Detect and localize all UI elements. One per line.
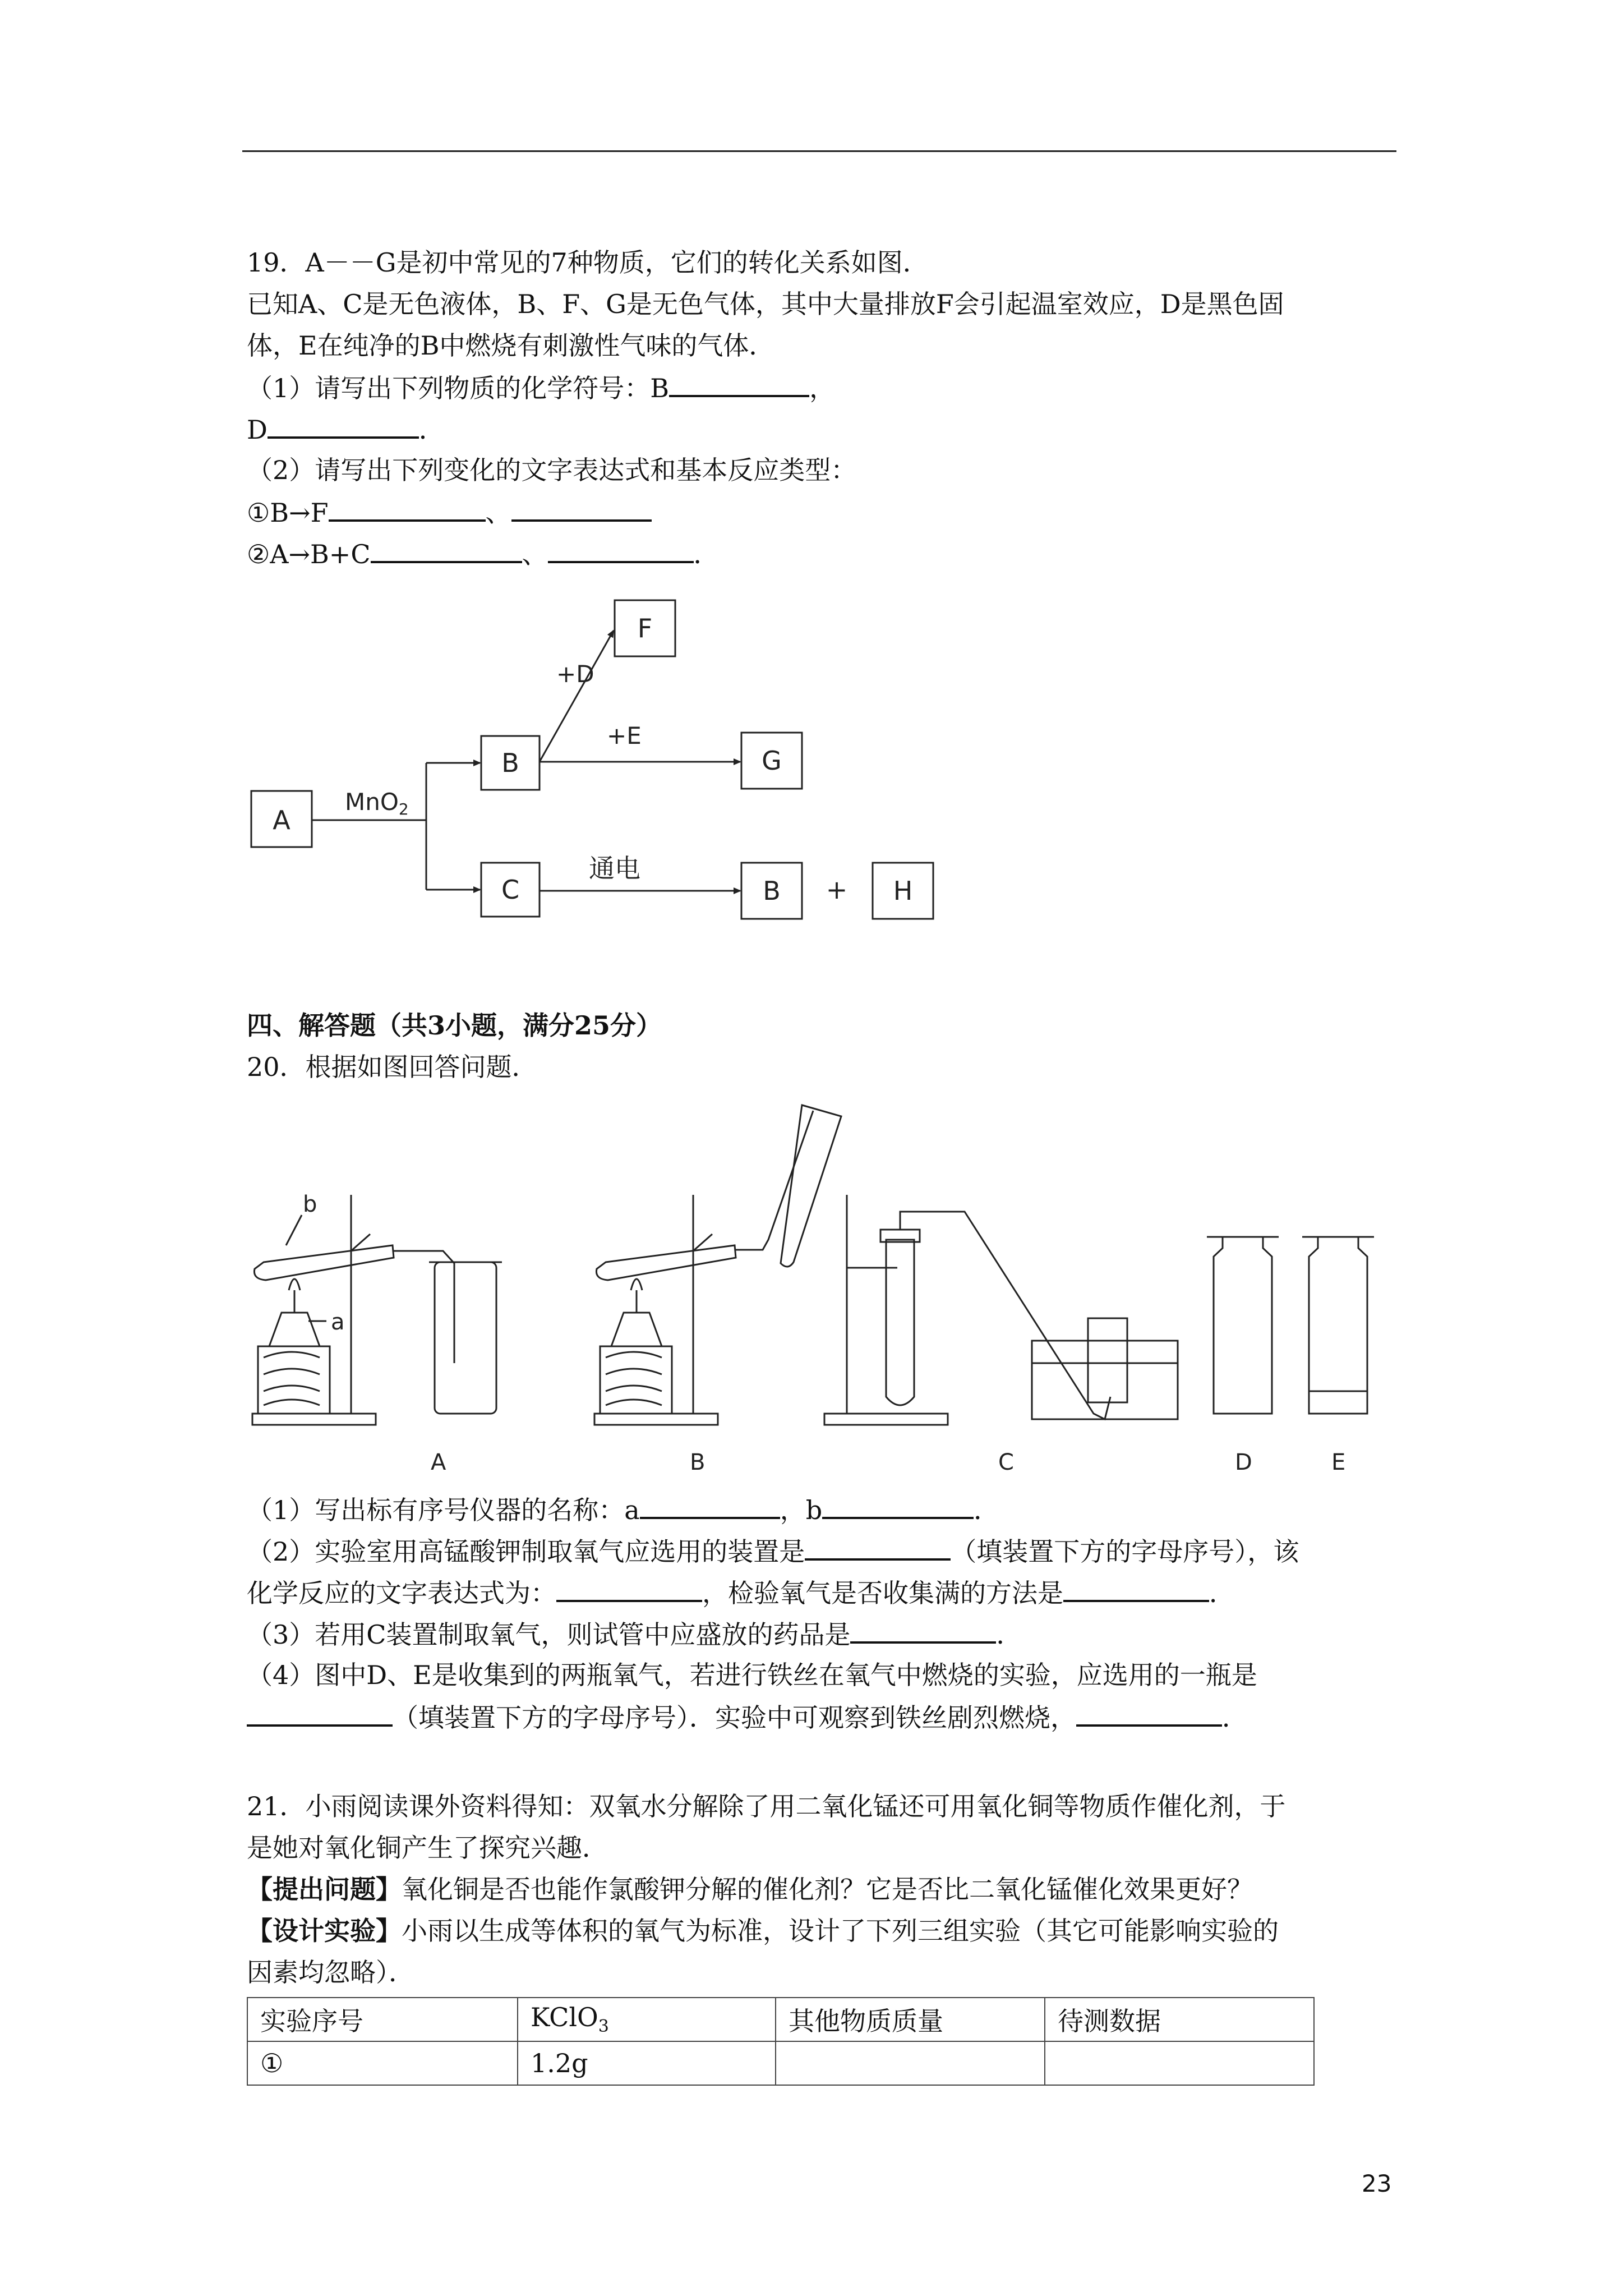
stand-base [824, 1414, 948, 1425]
node-f-label: F [637, 613, 653, 643]
q20-part2-prompt: （2）实验室用高锰酸钾制取氧气应选用的装置是 [247, 1536, 805, 1567]
collecting-bottle-c [1088, 1318, 1127, 1402]
q21-design-line2: 因素均忽略）． [247, 1957, 414, 1987]
answer-blank-abc-expression[interactable] [371, 536, 522, 563]
stand-base [594, 1414, 718, 1425]
apparatus-b [594, 1105, 841, 1425]
question-text: 氧化铜是否也能作氯酸钾分解的催化剂？它是否比二氧化锰催化效果更好？ [402, 1874, 1253, 1904]
q20-part4-line1: （4）图中D、E是收集到的两瓶氧气，若进行铁丝在氧气中燃烧的实验，应选用的一瓶是 [247, 1660, 1257, 1690]
punct: ． [1209, 1578, 1235, 1608]
electrolysis-label: 通电 [589, 853, 640, 884]
apparatus-e [1302, 1237, 1374, 1414]
header-cell-other-mass: 其他物质质量 [776, 1998, 1045, 2041]
node-b-label: B [501, 748, 519, 778]
q20-part3 [247, 1617, 1022, 1651]
q19-part2-prompt: （2）请写出下列变化的文字表达式和基本反应类型： [247, 455, 857, 485]
punct: ． [1222, 1703, 1248, 1733]
answer-blank-abc-type[interactable] [548, 536, 694, 563]
q19-intro: 19．A－－G是初中常见的7种物质，它们的转化关系如图． [247, 247, 929, 278]
punct: ． [974, 1495, 1000, 1525]
q21-intro-line2: 是她对氧化铜产生了探究兴趣． [247, 1833, 608, 1863]
answer-blank-phenomenon[interactable] [1076, 1700, 1222, 1727]
answer-blank-reagent[interactable] [850, 1617, 996, 1644]
label-b: b [303, 1191, 317, 1217]
apparatus-d [1207, 1237, 1279, 1414]
row1-index: ① [247, 2041, 518, 2085]
delivery-tube-a [394, 1251, 454, 1363]
gas-bottle-d [1214, 1237, 1272, 1414]
experiment-table [247, 1997, 1315, 2086]
row1-data[interactable] [1045, 2041, 1314, 2085]
caption-a: A [431, 1450, 446, 1475]
table-row [247, 2041, 1314, 2085]
lamp-flame [631, 1279, 642, 1290]
q19-part2-item2 [247, 536, 720, 571]
punct: ． [693, 539, 720, 569]
node-a-label: A [273, 805, 291, 835]
q19-part1-prompt: （1）请写出下列物质的化学符号：B [247, 373, 670, 403]
q20-intro: 20．根据如图回答问题． [247, 1052, 538, 1082]
apparatus-c [824, 1195, 1178, 1425]
answer-blank-b-name[interactable] [822, 1492, 974, 1519]
q20-part1 [247, 1492, 999, 1527]
alcohol-lamp [269, 1313, 320, 1346]
q19-conversion-diagram [241, 583, 970, 931]
header-cell-kclo3: KClO$_3$ [518, 1998, 776, 2041]
table-header-row [247, 1998, 1314, 2041]
apparatus-a [252, 1195, 502, 1425]
question-tag: 【提出问题】 [247, 1874, 402, 1904]
plus-e-label: +E [607, 722, 642, 749]
punct: ． [418, 415, 445, 445]
wood-grain [606, 1352, 662, 1405]
q19-part2-item1 [247, 495, 652, 530]
q20-apparatus-figure [241, 1099, 1408, 1481]
arrow-b-to-f [540, 631, 614, 762]
q19-desc-line2: 体，E在纯净的B中燃烧有刺激性气味的气体． [247, 330, 775, 361]
answer-blank-bf-type[interactable] [511, 495, 652, 522]
q20-part2-line2 [247, 1575, 1235, 1610]
q19-part1-line2 [247, 412, 445, 447]
caption-c: C [998, 1450, 1014, 1475]
node-h-label: H [893, 876, 913, 906]
section-title: 四、解答题（共3小题，满分25分） [247, 1010, 662, 1041]
pointer-b [286, 1215, 302, 1245]
header-cell-data: 待测数据 [1045, 1998, 1314, 2041]
lamp-flame [289, 1279, 300, 1290]
inverted-tube-b [781, 1105, 841, 1267]
q21-intro-line1: 21．小雨阅读课外资料得知：双氧水分解除了用二氧化锰还可用氧化铜等物质作催化剂，于 [247, 1791, 1286, 1821]
q20-part2-tail: （填装置下方的字母序号），该 [951, 1536, 1299, 1567]
answer-blank-bf-expression[interactable] [329, 495, 486, 522]
q20-part2-line1 [247, 1534, 1299, 1568]
header-cell-index: 实验序号 [247, 1998, 518, 2041]
catalyst-label: MnO2 [345, 788, 409, 818]
gas-bottle-e [1309, 1237, 1367, 1414]
answer-blank-a[interactable] [640, 1492, 780, 1519]
row1-kclo3: 1.2g [518, 2041, 776, 2085]
node-g-label: G [762, 746, 782, 776]
answer-blank-expression[interactable] [556, 1575, 702, 1602]
delivery-tube-c [900, 1212, 1110, 1419]
answer-blank-bottle[interactable] [247, 1700, 393, 1727]
answer-blank-device[interactable] [805, 1534, 951, 1561]
answer-blank-d[interactable] [268, 412, 419, 439]
q19-item2-label: ②A→B+C [247, 539, 371, 569]
caption-b: B [690, 1450, 706, 1475]
page-number: 23 [1362, 2170, 1392, 2197]
test-tube-c [886, 1240, 914, 1405]
caption-d: D [1235, 1450, 1252, 1475]
test-tube-b [596, 1245, 736, 1280]
q20-part3-prompt: （3）若用C装置制取氧气，则试管中应盛放的药品是 [247, 1619, 851, 1650]
punct: ， [809, 373, 836, 403]
row1-other-mass[interactable] [776, 2041, 1045, 2085]
design-text: 小雨以生成等体积的氧气为标准，设计了下列三组实验（其它可能影响实验的 [402, 1916, 1279, 1946]
node-b2-label: B [763, 876, 781, 906]
q20-part2-expression-prompt: 化学反应的文字表达式为： [247, 1578, 556, 1608]
answer-blank-b[interactable] [669, 370, 809, 397]
delivery-tube-b [736, 1111, 813, 1250]
q20-part1-prompt: （1）写出标有序号仪器的名称：a [247, 1495, 640, 1525]
alcohol-lamp [611, 1313, 662, 1346]
answer-blank-check-method[interactable] [1063, 1575, 1209, 1602]
node-c-label: C [501, 875, 520, 905]
plus-d-label: +D [556, 660, 594, 688]
q21-question [247, 1872, 1253, 1906]
q21-design-line1 [247, 1914, 1279, 1948]
q19-part1-d-prompt: D [247, 415, 268, 445]
plus-sign: + [826, 875, 848, 905]
label-a: a [331, 1309, 345, 1335]
design-tag: 【设计实验】 [247, 1916, 402, 1946]
test-tube-a [254, 1245, 394, 1280]
q19-desc-line1: 已知A、C是无色液体，B、F、G是无色气体，其中大量排放F会引起温室效应，D是黑色固 [247, 289, 1284, 319]
q19-part1-line1 [247, 370, 835, 405]
q20-part2-check-prompt: ，检验氧气是否收集满的方法是 [702, 1578, 1063, 1608]
wood-grain [264, 1352, 320, 1405]
punct: 、 [522, 539, 548, 569]
q20-part1-mid: ，b [780, 1495, 823, 1525]
q20-part4-line2 [247, 1700, 1248, 1734]
q19-item1-label: ①B→F [247, 498, 329, 528]
gas-bottle-a [435, 1262, 496, 1414]
punct: 、 [485, 498, 511, 528]
stand-base [252, 1414, 376, 1425]
header-rule [242, 150, 1396, 152]
q20-part4-tail: （填装置下方的字母序号）．实验中可观察到铁丝剧烈燃烧， [393, 1703, 1076, 1733]
caption-e: E [1331, 1450, 1346, 1475]
punct: ． [996, 1619, 1022, 1650]
